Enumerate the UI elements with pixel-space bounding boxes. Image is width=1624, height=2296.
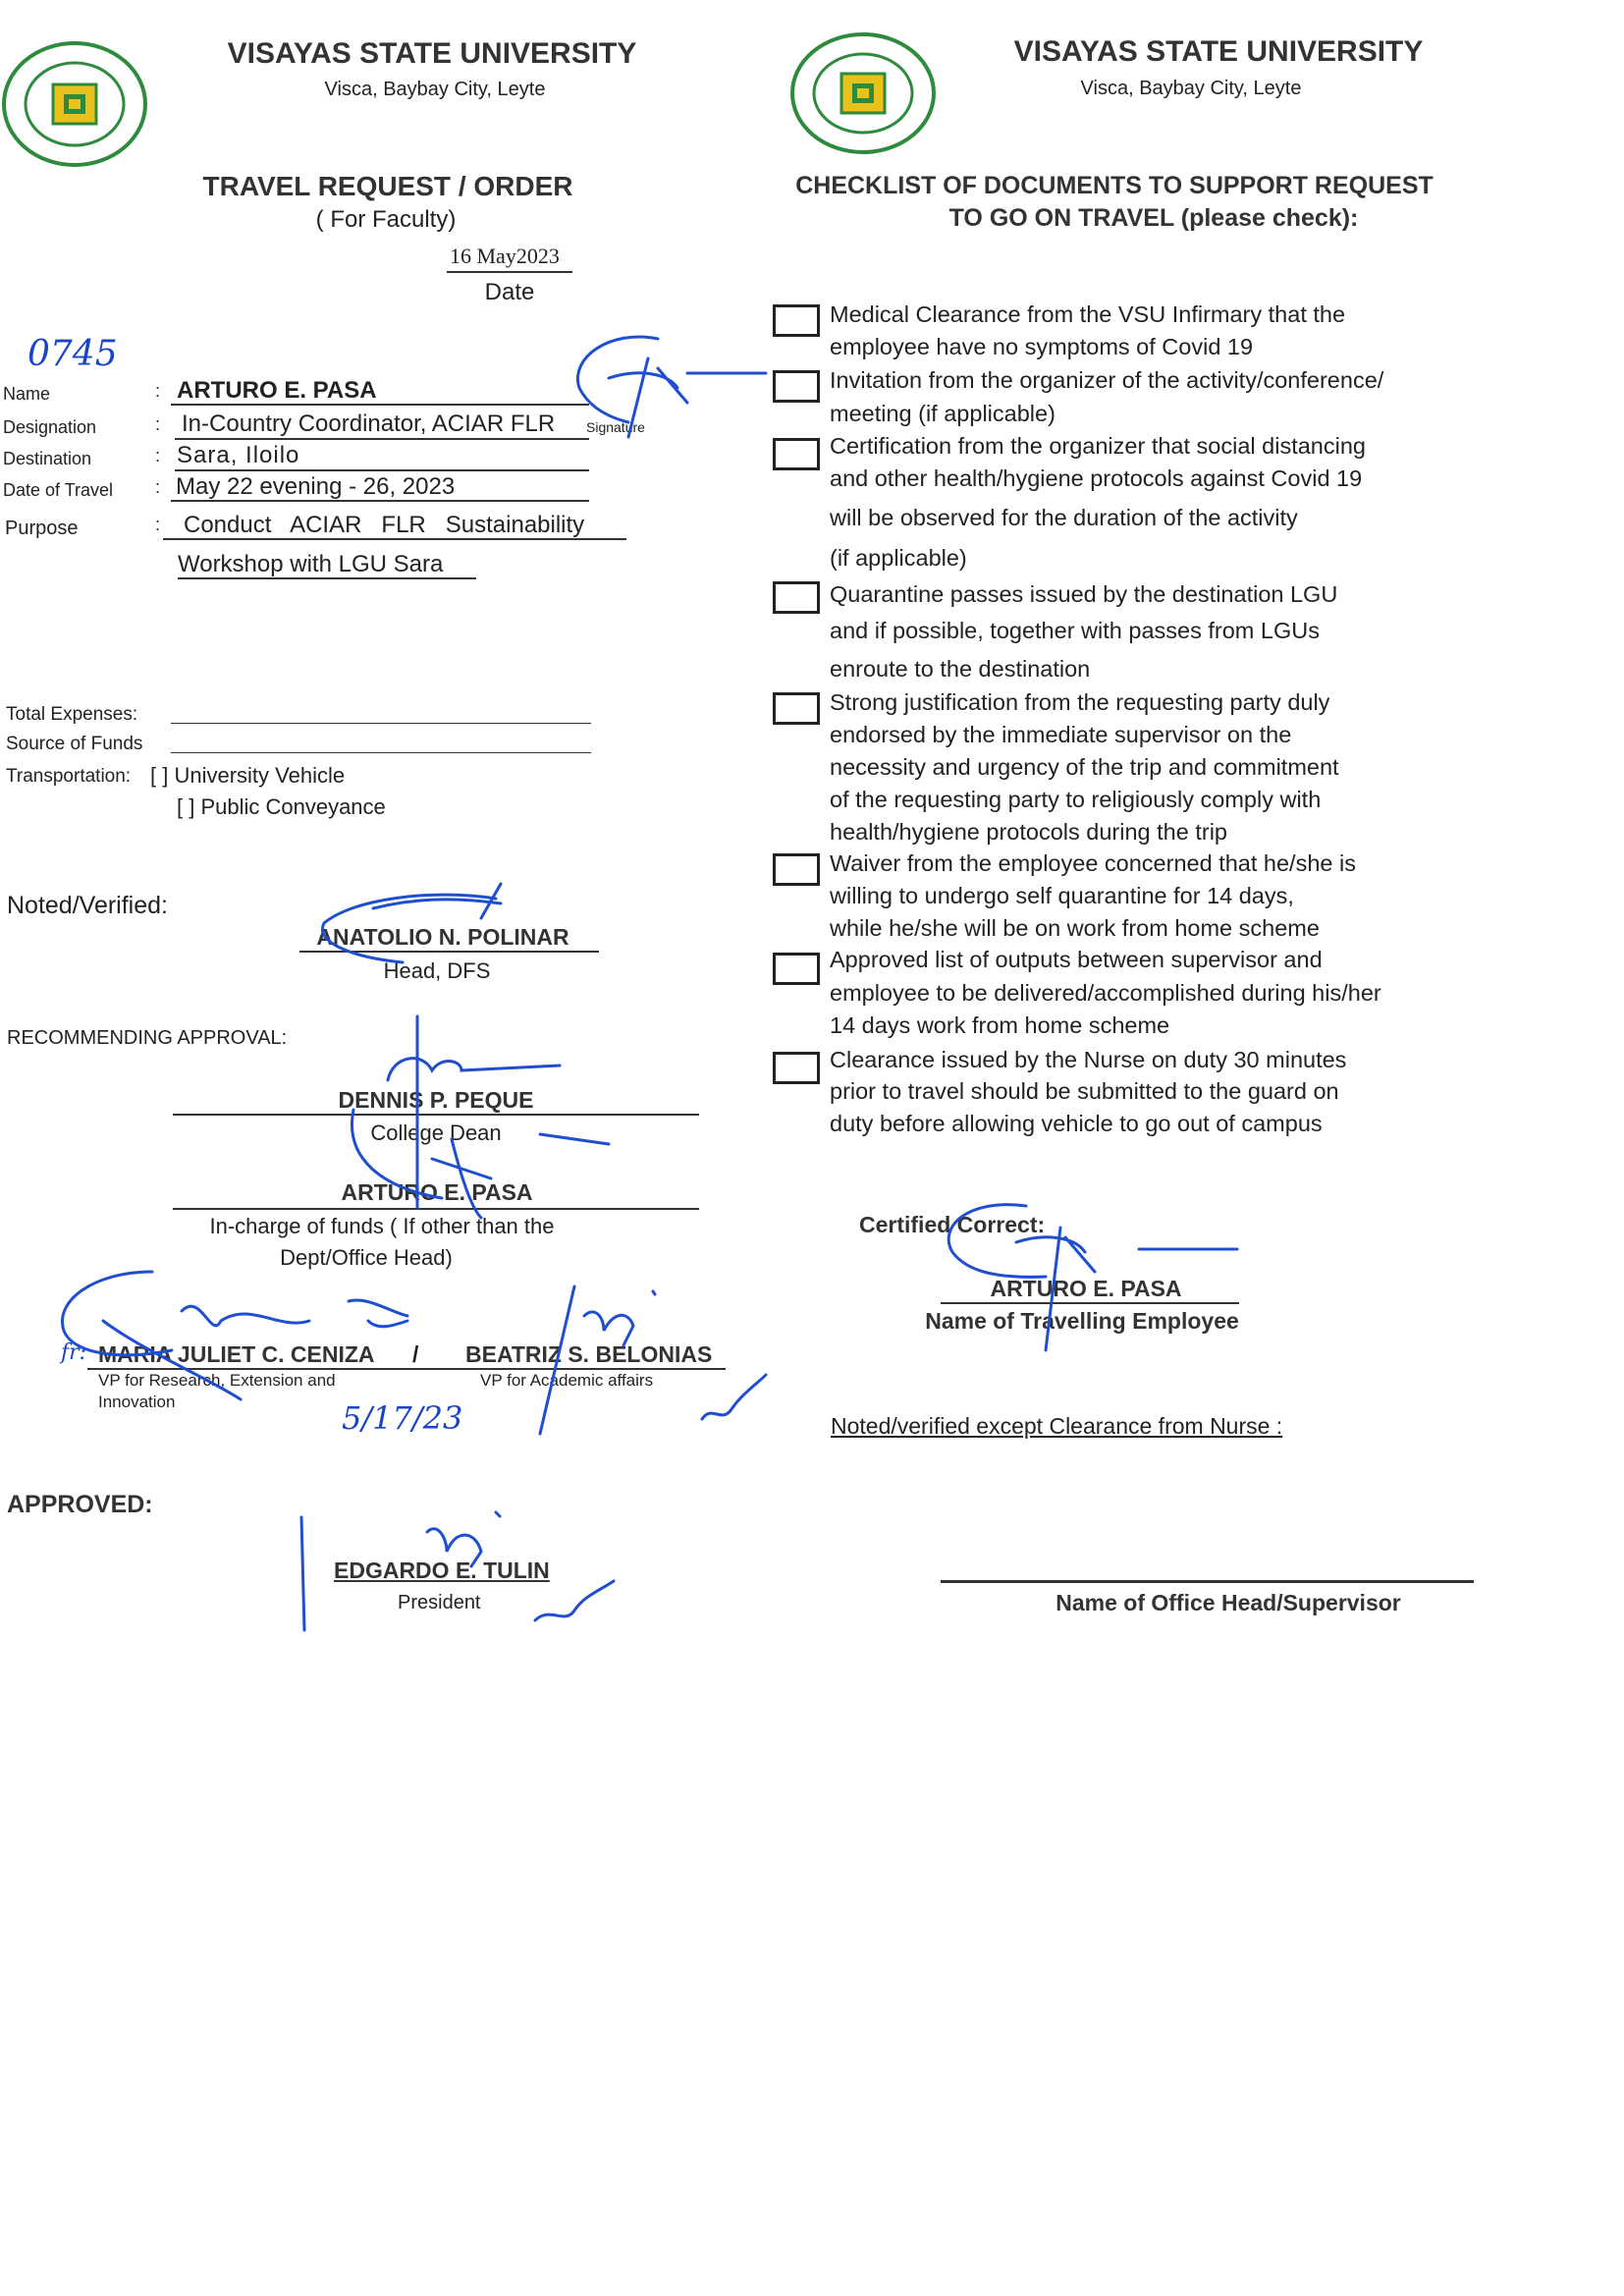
university-address-left: Visca, Baybay City, Leyte (324, 79, 546, 100)
source-of-funds-field[interactable] (171, 752, 591, 753)
noted-signature (314, 879, 511, 977)
university-name-right: VISAYAS STATE UNIVERSITY (1013, 35, 1424, 68)
applicant-signature (569, 329, 766, 447)
checklist-item-text: employee have no symptoms of Covid 19 (830, 334, 1254, 359)
certified-signature (938, 1198, 1252, 1355)
purpose-underline-2 (178, 577, 476, 579)
date-of-travel-label: Date of Travel (3, 480, 114, 500)
university-seal-right (790, 32, 936, 154)
checklist-item-text: health/hygiene protocols during the trip (830, 819, 1227, 845)
purpose-value-line1[interactable]: Conduct ACIAR FLR Sustainability (184, 512, 585, 538)
designation-value[interactable]: In-Country Coordinator, ACIAR FLR (182, 410, 556, 437)
total-expenses-label: Total Expenses: (6, 704, 138, 725)
colon: : (155, 381, 161, 401)
certified-correct-label: Certified Correct: (859, 1212, 1046, 1237)
president-title: President (398, 1592, 481, 1613)
office-head-signature-line[interactable] (941, 1580, 1474, 1583)
university-seal-left (2, 41, 147, 167)
university-name-left: VISAYAS STATE UNIVERSITY (227, 37, 637, 70)
checklist-item-text: necessity and urgency of the trip and commitment (830, 754, 1339, 780)
funds-title-line1: In-charge of funds ( If other than the (209, 1214, 555, 1238)
checklist-item-text: will be observed for the duration of the activity (830, 505, 1298, 530)
noted-title: Head, DFS (383, 958, 491, 983)
vp2-signature (535, 1286, 781, 1444)
checkbox[interactable] (773, 438, 820, 470)
university-address-right: Visca, Baybay City, Leyte (1080, 78, 1302, 99)
checkbox[interactable] (773, 953, 820, 985)
checklist-item-text: employee to be delivered/accomplished during his/her (830, 980, 1381, 1006)
office-head-title: Name of Office Head/Supervisor (1056, 1590, 1401, 1615)
transportation-label: Transportation: (6, 766, 132, 787)
checklist-item-text: meeting (if applicable) (830, 401, 1056, 426)
name-value[interactable]: ARTURO E. PASA (177, 377, 377, 404)
employee-name: ARTURO E. PASA (990, 1276, 1182, 1301)
destination-label: Destination (3, 449, 92, 468)
date-of-travel-underline (171, 500, 589, 502)
checklist-item-text: willing to undergo self quarantine for 14 days, (830, 883, 1294, 908)
date-label: Date (484, 279, 535, 305)
employee-title: Name of Travelling Employee (925, 1308, 1239, 1334)
checklist-item-text: (if applicable) (830, 545, 967, 571)
checklist-item-text: of the requesting party to religiously comply with (830, 787, 1322, 812)
checklist-item-text: Medical Clearance from the VSU Infirmary that the (830, 301, 1346, 327)
funds-name: ARTURO E. PASA (341, 1179, 533, 1205)
destination-value[interactable]: Sara, Iloilo (177, 442, 300, 468)
designation-underline (175, 438, 589, 440)
approved-label: APPROVED: (7, 1491, 153, 1518)
date-underline (447, 271, 572, 273)
checkbox[interactable] (773, 692, 820, 725)
source-of-funds-label: Source of Funds (6, 734, 143, 754)
total-expenses-field[interactable] (171, 723, 591, 724)
transport-option-university-vehicle[interactable]: [ ] University Vehicle (150, 763, 346, 788)
checklist-item-text: Clearance issued by the Nurse on duty 30 minutes (830, 1047, 1347, 1072)
vp1-name: MARIA JULIET C. CENIZA (98, 1341, 375, 1367)
date-value: 16 May2023 (450, 244, 560, 268)
checklist-item-text: duty before allowing vehicle to go out of campus (830, 1111, 1323, 1136)
handwritten-number: 0745 (27, 334, 118, 374)
checklist-item-text: endorsed by the immediate supervisor on the (830, 722, 1292, 747)
colon: : (155, 446, 161, 465)
noted-except-nurse: Noted/verified except Clearance from Nurse : (831, 1413, 1283, 1439)
name-underline (171, 404, 589, 406)
handwritten-date: 5/17/23 (342, 1399, 463, 1437)
form-title: TRAVEL REQUEST / ORDER (202, 171, 573, 201)
designation-label: Designation (3, 417, 97, 437)
checklist-item-text: enroute to the destination (830, 656, 1091, 682)
checklist-item-text: Strong justification from the requesting party duly (830, 689, 1330, 715)
checklist-item-text: 14 days work from home scheme (830, 1012, 1170, 1038)
vp2-title: VP for Academic affairs (480, 1371, 654, 1390)
checklist-item-text: and other health/hygiene protocols against Covid 19 (830, 465, 1363, 491)
purpose-label: Purpose (5, 518, 79, 539)
vp1-signature (54, 1262, 427, 1399)
vp2-name: BEATRIZ S. BELONIAS (465, 1341, 713, 1367)
destination-underline (175, 469, 589, 471)
checkbox[interactable] (773, 853, 820, 886)
checkbox[interactable] (773, 304, 820, 337)
colon: : (155, 414, 161, 434)
recommending-approval-label: RECOMMENDING APPROVAL: (7, 1027, 288, 1049)
checklist-title-2: TO GO ON TRAVEL (please check): (948, 204, 1359, 232)
checklist-item-text: Quarantine passes issued by the destination LGU (830, 581, 1338, 607)
checklist-item-text: prior to travel should be submitted to the guard on (830, 1078, 1339, 1104)
checklist-title-1: CHECKLIST OF DOCUMENTS TO SUPPORT REQUEST (795, 172, 1434, 199)
president-name: EDGARDO E. TULIN (334, 1558, 550, 1583)
purpose-value-line2[interactable]: Workshop with LGU Sara (178, 551, 444, 577)
transport-option-public-conveyance[interactable]: [ ] Public Conveyance (177, 794, 386, 819)
checkbox[interactable] (773, 370, 820, 403)
checklist-item-text: while he/she will be on work from home scheme (830, 915, 1320, 941)
noted-verified-label: Noted/Verified: (7, 892, 168, 919)
colon: : (155, 515, 161, 534)
signature-label: Signature (586, 419, 645, 435)
dean-title: College Dean (370, 1121, 502, 1145)
colon: : (155, 477, 161, 497)
checkbox[interactable] (773, 1052, 820, 1084)
form-subtitle: ( For Faculty) (315, 206, 457, 233)
date-of-travel-value[interactable]: May 22 evening - 26, 2023 (176, 473, 456, 500)
name-separator: / (412, 1341, 419, 1367)
checklist-item-text: Certification from the organizer that social distancing (830, 433, 1366, 459)
funds-title-line2: Dept/Office Head) (280, 1245, 453, 1270)
noted-name: ANATOLIO N. POLINAR (316, 924, 569, 950)
purpose-underline-1 (163, 538, 626, 540)
president-signature (290, 1512, 623, 1640)
checklist-item-text: Invitation from the organizer of the activity/conference/ (830, 367, 1384, 393)
dean-name: DENNIS P. PEQUE (338, 1087, 534, 1113)
fr-prefix: fr: (61, 1340, 87, 1365)
name-label: Name (3, 384, 51, 404)
vp1-title-line2: Innovation (98, 1393, 176, 1411)
checklist-item-text: Approved list of outputs between supervisor and (830, 947, 1323, 972)
checklist-item-text: and if possible, together with passes from LGUs (830, 618, 1320, 643)
vp1-title-line1: VP for Research, Extension and (98, 1371, 336, 1390)
checklist-item-text: Waiver from the employee concerned that he/she is (830, 850, 1356, 876)
checkbox[interactable] (773, 581, 820, 614)
dean-signature (344, 1011, 609, 1247)
